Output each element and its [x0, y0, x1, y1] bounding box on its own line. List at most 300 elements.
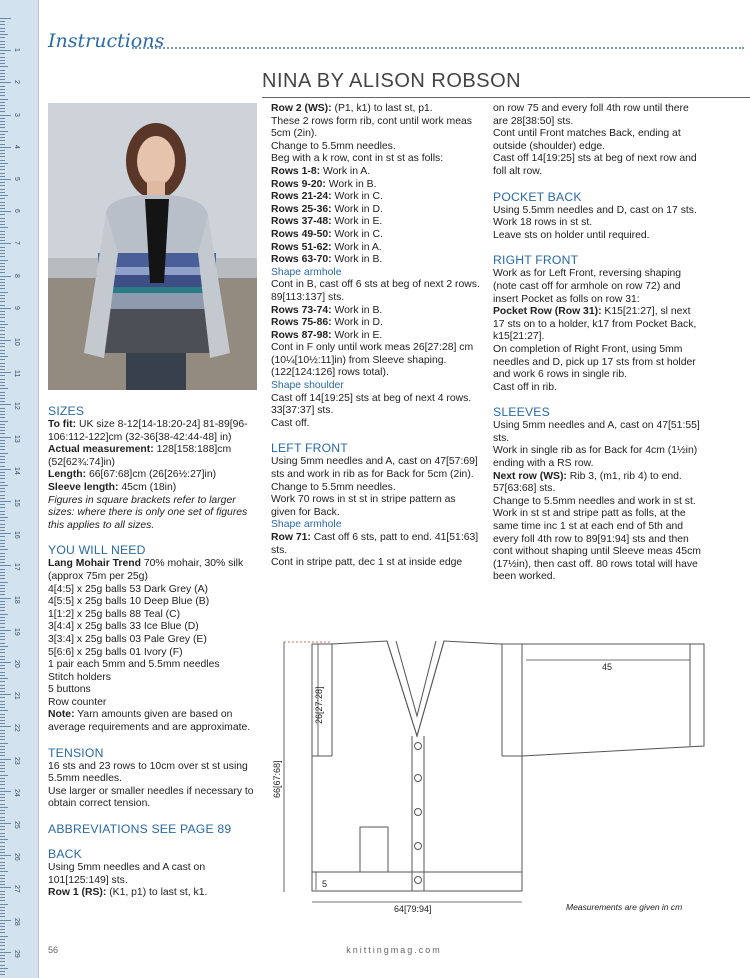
left-front-heading: LEFT FRONT	[271, 441, 348, 456]
ruler-tick	[0, 92, 5, 93]
ruler-tick	[0, 807, 8, 808]
pocket-text: Using 5.5mm needles and D, cast on 17 sts.	[493, 204, 697, 216]
ruler-tick	[0, 144, 5, 145]
ruler-tick	[0, 243, 11, 244]
measuring-ruler	[0, 0, 39, 978]
ruler-tick	[0, 147, 11, 148]
actual-measurement: Actual measurement: 128[158:188]cm (52[62¾:74]in)	[48, 444, 232, 468]
left-front-text: Using 5mm needles and A, cast on 47[57:69] sts and work in rib as for Back for 5cm (2in).	[271, 456, 478, 481]
ruler-tick	[0, 308, 11, 309]
ruler-tick	[0, 929, 5, 930]
shape-armhole-subheading: Shape armhole	[271, 266, 342, 278]
width-label: 64[79:94]	[394, 904, 432, 914]
ruler-tick	[0, 131, 8, 132]
ruler-number: 29	[13, 949, 20, 958]
ruler-tick	[0, 668, 5, 669]
total-length-label: 66[67:68]	[272, 760, 282, 798]
ruler-tick	[0, 488, 5, 489]
sleeves-heading: SLEEVES	[493, 405, 550, 420]
ruler-tick	[0, 501, 11, 502]
ruler-tick	[0, 253, 5, 254]
material-item: 5 buttons	[48, 684, 91, 696]
ruler-tick	[0, 498, 5, 499]
ruler-tick	[0, 256, 5, 257]
ruler-tick	[0, 736, 5, 737]
ruler-tick	[0, 231, 5, 232]
ruler-tick	[0, 961, 5, 962]
ruler-tick	[0, 527, 5, 528]
ruler-tick	[0, 301, 5, 302]
ruler-tick	[0, 591, 5, 592]
ruler-tick	[0, 688, 5, 689]
ruler-tick	[0, 794, 5, 795]
ruler-tick	[0, 704, 5, 705]
ruler-number: 16	[13, 531, 20, 539]
ruler-tick	[0, 314, 5, 315]
figures-note: Figures in square brackets refer to larger sizes: where there is only one set of figures this applies to all sizes.	[48, 494, 248, 531]
ruler-tick	[0, 900, 5, 901]
to-fit: To fit: UK size 8-12[14-18:20-24] 81-89[96-106:112-122]cm (32-36[38-42:44-48] in)	[48, 419, 248, 443]
ruler-tick	[0, 778, 5, 779]
ruler-tick	[0, 466, 5, 467]
ruler-tick	[0, 784, 5, 785]
ruler-tick	[0, 672, 5, 673]
stripe-row: Rows 1-8: Work in A.	[271, 165, 371, 177]
ruler-tick	[0, 627, 5, 628]
sleeve-length-label: 45	[602, 662, 613, 672]
column-1	[48, 404, 258, 900]
ruler-tick	[0, 865, 5, 866]
ruler-tick	[0, 894, 5, 895]
ruler-tick	[0, 414, 5, 415]
ruler-tick	[0, 643, 5, 644]
ruler-tick	[0, 910, 5, 911]
stripe-row: Rows 63-70: Work in B.	[271, 254, 383, 266]
ruler-tick	[0, 163, 8, 164]
ruler-tick	[0, 353, 5, 354]
ruler-tick	[0, 575, 5, 576]
ruler-tick	[0, 765, 5, 766]
pocket-row: Pocket Row (Row 31): K15[21:27], sl next 17 sts on to a holder, k17 from Pocket Back, k15[21:27].	[493, 306, 697, 343]
ruler-tick	[0, 817, 5, 818]
ruler-tick	[0, 279, 5, 280]
left-front-cont: on row 75 and every foll 4th row until there are 28[38:50] sts.	[493, 103, 689, 127]
ruler-tick	[0, 115, 11, 116]
ruler-tick	[0, 533, 11, 534]
stripe-row: Rows 73-74: Work in B.	[271, 304, 383, 316]
ruler-tick	[0, 733, 5, 734]
ruler-tick	[0, 546, 5, 547]
ruler-tick	[0, 614, 8, 615]
ruler-tick	[0, 427, 5, 428]
ruler-tick	[0, 433, 5, 434]
ruler-tick	[0, 453, 8, 454]
ruler-tick	[0, 556, 5, 557]
ruler-tick	[0, 53, 5, 54]
material-item: 4[5:5] x 25g balls 10 Deep Blue (B)	[48, 596, 210, 608]
ruler-tick	[0, 543, 5, 544]
ruler-tick	[0, 282, 5, 283]
ruler-tick	[0, 118, 5, 119]
ruler-tick	[0, 514, 5, 515]
ruler-tick	[0, 372, 11, 373]
ruler-tick	[0, 388, 8, 389]
ruler-tick	[0, 752, 5, 753]
ruler-tick	[0, 63, 5, 64]
tension-text: Use larger or smaller needles if necessary to obtain correct tension.	[48, 785, 254, 810]
ruler-tick	[0, 482, 5, 483]
material-item: Stitch holders	[48, 671, 111, 683]
section-label: Instructions	[48, 30, 165, 52]
ruler-number: 19	[13, 627, 20, 636]
ruler-tick	[0, 317, 5, 318]
ruler-tick	[0, 321, 5, 322]
left-front-cont: Cont until Front matches Back, ending at outside (shoulder) edge.	[493, 128, 681, 152]
ruler-number: 6	[13, 209, 20, 214]
ruler-tick	[0, 263, 5, 264]
ruler-tick	[0, 288, 5, 289]
ruler-tick	[0, 675, 5, 676]
ruler-tick	[0, 639, 5, 640]
ruler-tick	[0, 604, 5, 605]
ruler-tick	[0, 491, 5, 492]
ruler-tick	[0, 646, 8, 647]
ruler-number: 10	[13, 338, 20, 346]
ruler-tick	[0, 565, 11, 566]
ruler-tick	[0, 211, 11, 212]
ruler-tick	[0, 440, 5, 441]
ruler-tick	[0, 24, 5, 25]
ruler-tick	[0, 153, 5, 154]
left-front-text: Change to 5.5mm needles.	[271, 481, 396, 493]
ruler-tick	[0, 363, 5, 364]
ruler-tick	[0, 836, 5, 837]
left-front-text: Cont in stripe patt, dec 1 st at inside edge	[271, 557, 463, 569]
ruler-tick	[0, 66, 8, 67]
ruler-tick	[0, 176, 5, 177]
ruler-tick	[0, 871, 8, 872]
ruler-tick	[0, 340, 11, 341]
ruler-tick	[0, 607, 5, 608]
material-item: 1[1:2] x 25g balls 88 Teal (C)	[48, 608, 181, 620]
ruler-tick	[0, 392, 5, 393]
column-2	[271, 103, 483, 570]
ruler-tick	[0, 788, 5, 789]
ruler-tick	[0, 717, 5, 718]
ruler-tick	[0, 356, 8, 357]
row-71: Row 71: Cast off 6 sts, patt to end. 41[51:63] sts.	[271, 532, 479, 556]
ruler-tick	[0, 559, 5, 560]
ruler-tick	[0, 884, 5, 885]
ruler-tick	[0, 408, 5, 409]
ruler-tick	[0, 121, 5, 122]
stripe-row: Rows 75-86: Work in D.	[271, 317, 383, 329]
ruler-number: 3	[13, 112, 20, 117]
sleeves-text: Using 5mm needles and A, cast on 47[51:55] sts.	[493, 420, 700, 444]
ruler-tick	[0, 179, 11, 180]
ruler-tick	[0, 511, 5, 512]
ruler-tick	[0, 369, 5, 370]
ruler-tick	[0, 18, 11, 19]
ruler-tick	[0, 588, 5, 589]
ruler-tick	[0, 424, 5, 425]
ruler-tick	[0, 60, 5, 61]
ruler-tick	[0, 678, 8, 679]
ruler-tick	[0, 549, 8, 550]
ruler-number: 15	[13, 499, 20, 507]
ruler-tick	[0, 971, 5, 972]
ruler-tick	[0, 707, 5, 708]
ruler-tick	[0, 755, 5, 756]
next-row: Next row (WS): Rib 3, (m1, rib 4) to end. 57[63:68] sts.	[493, 470, 682, 495]
ruler-tick	[0, 95, 5, 96]
tension-text: 16 sts and 23 rows to 10cm over st st using 5.5mm needles.	[48, 760, 248, 785]
ruler-tick	[0, 205, 5, 206]
material-item: 4[4:5] x 25g balls 53 Dark Grey (A)	[48, 583, 208, 595]
ruler-tick	[0, 633, 5, 634]
ruler-tick	[0, 28, 5, 29]
ruler-tick	[0, 359, 5, 360]
ruler-tick	[0, 810, 5, 811]
ruler-tick	[0, 762, 5, 763]
right-front-text: Work as for Left Front, reversing shaping (note cast off for armhole on row 72) and insert Pocket as folls on row 31:	[493, 268, 682, 305]
ruler-tick	[0, 746, 5, 747]
ruler-tick	[0, 659, 5, 660]
ruler-tick	[0, 292, 8, 293]
tension-heading: TENSION	[48, 745, 104, 760]
ruler-tick	[0, 272, 5, 273]
ruler-tick	[0, 923, 5, 924]
left-front-cont: Cast off 14[19:25] sts at beg of next row and foll alt row.	[493, 153, 697, 177]
ruler-tick	[0, 337, 5, 338]
ruler-tick	[0, 469, 11, 470]
ruler-tick	[0, 485, 8, 486]
ruler-tick	[0, 775, 8, 776]
right-front-text: Cast off in rib.	[493, 381, 557, 393]
ruler-number: 12	[13, 402, 20, 411]
ruler-tick	[0, 108, 5, 109]
shoulder-text: Cast off 14[19:25] sts at beg of next 4 rows. 33[37:37] sts.	[271, 392, 472, 417]
ruler-tick	[0, 395, 5, 396]
ruler-number: 25	[13, 821, 20, 829]
title-rule	[262, 97, 750, 98]
ruler-tick	[0, 562, 5, 563]
ruler-tick	[0, 137, 5, 138]
ruler-tick	[0, 858, 5, 859]
ruler-tick	[0, 620, 5, 621]
stripe-row: Rows 37-48: Work in E.	[271, 216, 383, 228]
ruler-tick	[0, 182, 5, 183]
page-number: 56	[48, 945, 59, 955]
material-item: 5[6:6] x 25g balls 01 Ivory (F)	[48, 646, 183, 658]
rib-text: Change to 5.5mm needles.	[271, 140, 396, 152]
ruler-tick	[0, 472, 5, 473]
ruler-tick	[0, 202, 5, 203]
ruler-tick	[0, 192, 5, 193]
ruler-tick	[0, 111, 5, 112]
ruler-tick	[0, 887, 11, 888]
ruler-tick	[0, 195, 8, 196]
ruler-tick	[0, 939, 5, 940]
ruler-tick	[0, 311, 5, 312]
ruler-tick	[0, 897, 5, 898]
ruler-tick	[0, 57, 5, 58]
ruler-tick	[0, 855, 11, 856]
ruler-tick	[0, 156, 5, 157]
row-2: Row 2 (WS): (P1, k1) to last st, p1.	[271, 103, 433, 114]
ruler-number: 9	[13, 305, 20, 310]
material-item: 1 pair each 5mm and 5.5mm needles	[48, 659, 220, 671]
ruler-tick	[0, 630, 11, 631]
ruler-tick	[0, 343, 5, 344]
ruler-tick	[0, 656, 5, 657]
ruler-tick	[0, 82, 11, 83]
ruler-tick	[0, 569, 5, 570]
ruler-tick	[0, 936, 8, 937]
ruler-tick	[0, 99, 8, 100]
model-photo	[48, 103, 257, 390]
ruler-tick	[0, 920, 11, 921]
stripe-row: Rows 49-50: Work in C.	[271, 228, 383, 240]
ruler-tick	[0, 826, 5, 827]
ruler-tick	[0, 140, 5, 141]
ruler-tick	[0, 878, 5, 879]
ruler-tick	[0, 540, 5, 541]
ruler-tick	[0, 208, 5, 209]
ruler-tick	[0, 694, 11, 695]
stripe-row: Rows 25-36: Work in D.	[271, 203, 383, 215]
ruler-tick	[0, 41, 5, 42]
ruler-tick	[0, 327, 5, 328]
ruler-tick	[0, 636, 5, 637]
measurement-note: Measurements are given in cm	[566, 902, 683, 912]
ruler-number: 14	[13, 466, 20, 475]
ruler-tick	[0, 456, 5, 457]
ruler-tick	[0, 665, 5, 666]
ruler-tick	[0, 813, 5, 814]
yarn-note: Note: Yarn amounts given are based on average requirements and are approximate.	[48, 709, 251, 734]
ruler-tick	[0, 730, 5, 731]
ruler-tick	[0, 759, 11, 760]
ruler-tick	[0, 295, 5, 296]
ruler-tick	[0, 710, 8, 711]
ruler-tick	[0, 150, 5, 151]
ruler-tick	[0, 47, 5, 48]
ruler-tick	[0, 459, 5, 460]
cast-off-text: Cast off.	[271, 417, 310, 429]
ruler-tick	[0, 214, 5, 215]
ruler-tick	[0, 166, 5, 167]
ruler-tick	[0, 375, 5, 376]
ruler-number: 18	[13, 595, 20, 604]
ruler-tick	[0, 330, 5, 331]
ruler-tick	[0, 298, 5, 299]
ruler-tick	[0, 266, 5, 267]
ruler-tick	[0, 34, 8, 35]
ruler-number: 13	[13, 434, 20, 443]
ruler-tick	[0, 218, 5, 219]
stripe-row: Rows 51-62: Work in A.	[271, 241, 382, 253]
ruler-tick	[0, 73, 5, 74]
ruler-tick	[0, 446, 5, 447]
ruler-tick	[0, 823, 11, 824]
sizes-heading: SIZES	[48, 404, 85, 418]
ruler-tick	[0, 350, 5, 351]
ruler-tick	[0, 31, 5, 32]
ruler-tick	[0, 127, 5, 128]
ruler-tick	[0, 173, 5, 174]
ruler-tick	[0, 134, 5, 135]
right-front-text: On completion of Right Front, using 5mm needles and D, pick up 17 sts from st holder and work 6 rows in single rib.	[493, 343, 696, 381]
ruler-tick	[0, 102, 5, 103]
ruler-tick	[0, 250, 5, 251]
ruler-tick	[0, 475, 5, 476]
row-1: Row 1 (RS): (K1, p1) to last st, k1.	[48, 887, 208, 899]
ruler-tick	[0, 623, 5, 624]
ruler-tick	[0, 868, 5, 869]
ruler-tick	[0, 842, 5, 843]
header-dotted-rule	[132, 47, 744, 49]
material-item: Row counter	[48, 696, 107, 708]
ruler-tick	[0, 520, 5, 521]
armhole-depth-label: 26[27:28]	[314, 686, 324, 724]
ruler-tick	[0, 305, 5, 306]
ruler-tick	[0, 334, 5, 335]
shape-shoulder-subheading: Shape shoulder	[271, 380, 344, 392]
ruler-tick	[0, 598, 11, 599]
left-front-text: Work 70 rows in st st in stripe pattern as given for Back.	[271, 494, 456, 518]
sleeve-length: Sleeve length: 45cm (18in)	[48, 481, 177, 493]
ruler-tick	[0, 417, 5, 418]
ruler-tick	[0, 507, 5, 508]
ruler-tick	[0, 617, 5, 618]
ruler-tick	[0, 701, 5, 702]
ruler-tick	[0, 723, 5, 724]
ruler-number: 2	[13, 80, 20, 85]
ruler-tick	[0, 681, 5, 682]
left-shape-armhole-subheading: Shape armhole	[271, 519, 342, 531]
ruler-tick	[0, 771, 5, 772]
ruler-tick	[0, 739, 5, 740]
ruler-tick	[0, 269, 5, 270]
footer-url: knittingmag.com	[346, 945, 442, 955]
ruler-tick	[0, 382, 5, 383]
ruler-tick	[0, 401, 5, 402]
ruler-tick	[0, 285, 5, 286]
ruler-number: 23	[13, 756, 20, 765]
ruler-tick	[0, 907, 5, 908]
ruler-tick	[0, 237, 5, 238]
sleeves-text: Work in single rib as for Back for 4cm (1½in) ending with a RS row.	[493, 445, 698, 470]
ruler-tick	[0, 169, 5, 170]
ruler-tick	[0, 932, 5, 933]
ruler-tick	[0, 517, 8, 518]
armhole-text: Cont in B, cast off 6 sts at beg of next 2 rows. 89[113:137] sts.	[271, 279, 480, 303]
ruler-tick	[0, 791, 11, 792]
ruler-tick	[0, 247, 5, 248]
yarn-spec: Lang Mohair Trend 70% mohair, 30% silk (approx 75m per 25g)	[48, 558, 244, 582]
ruler-number: 11	[13, 370, 20, 378]
material-item: 3[3:4] x 25g balls 03 Pale Grey (E)	[48, 633, 207, 645]
yarn-heading: YOU WILL NEED	[48, 543, 146, 558]
ruler-tick	[0, 536, 5, 537]
ruler-tick	[0, 221, 5, 222]
ruler-tick	[0, 691, 5, 692]
ruler-tick	[0, 881, 5, 882]
column-3	[493, 103, 703, 584]
ruler-tick	[0, 610, 5, 611]
ruler-tick	[0, 578, 5, 579]
